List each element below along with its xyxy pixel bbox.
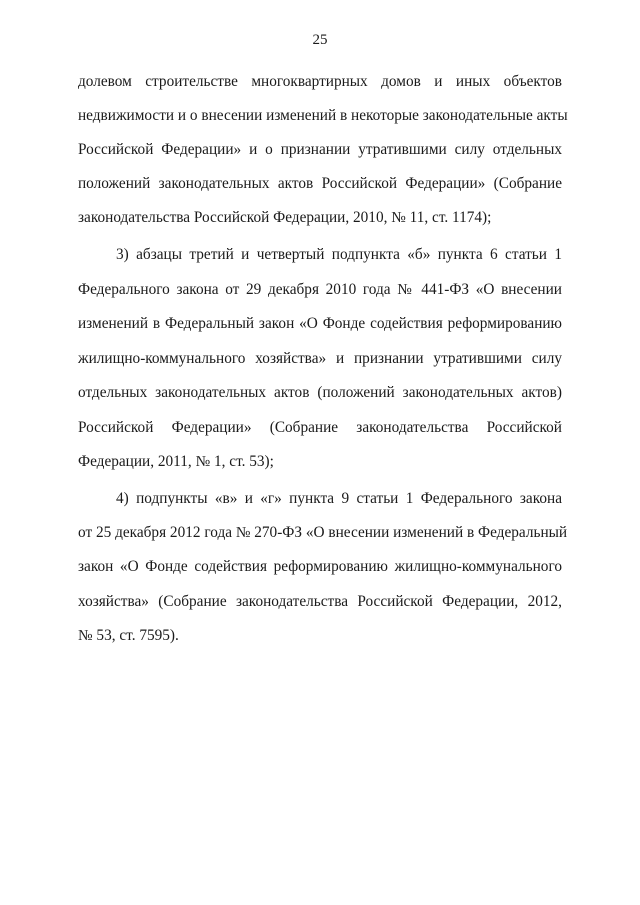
text-line: изменений в Федеральный закон «О Фонде содействия реформированию — [78, 315, 562, 332]
text-line: 4) подпункты «в» и «г» пункта 9 статьи 1 Федерального закона — [116, 490, 562, 507]
text-line: жилищно-коммунального хозяйства» и признании утратившими силу — [78, 350, 562, 367]
text-line: Российской Федерации» и о признании утратившими силу отдельных — [78, 141, 562, 158]
text-line: долевом строительстве многоквартирных домов и иных объектов — [78, 73, 562, 90]
text-line: отдельных законодательных актов (положений законодательных актов) — [78, 384, 562, 401]
text-line: положений законодательных актов Российской Федерации» (Собрание — [78, 175, 562, 192]
text-line: недвижимости и о внесении изменений в некоторые законодательные акты — [78, 107, 568, 124]
page-number: 25 — [312, 32, 328, 48]
text-line: № 53, ст. 7595). — [78, 627, 179, 644]
text-line: закон «О Фонде содействия реформированию жилищно-коммунального — [78, 558, 562, 575]
text-line: хозяйства» (Собрание законодательства Российской Федерации, 2012, — [78, 593, 562, 610]
text-line: Российской Федерации» (Собрание законодательства Российской — [78, 419, 562, 436]
text-line: Федерации, 2011, № 1, ст. 53); — [78, 453, 274, 470]
text-line: Федерального закона от 29 декабря 2010 года № 441-ФЗ «О внесении — [78, 281, 562, 298]
text-line: 3) абзацы третий и четвертый подпункта «б» пункта 6 статьи 1 — [116, 246, 562, 263]
text-line: законодательства Российской Федерации, 2010, № 11, ст. 1174); — [78, 209, 492, 226]
text-line: от 25 декабря 2012 года № 270-ФЗ «О внесении изменений в Федеральный — [78, 524, 568, 541]
